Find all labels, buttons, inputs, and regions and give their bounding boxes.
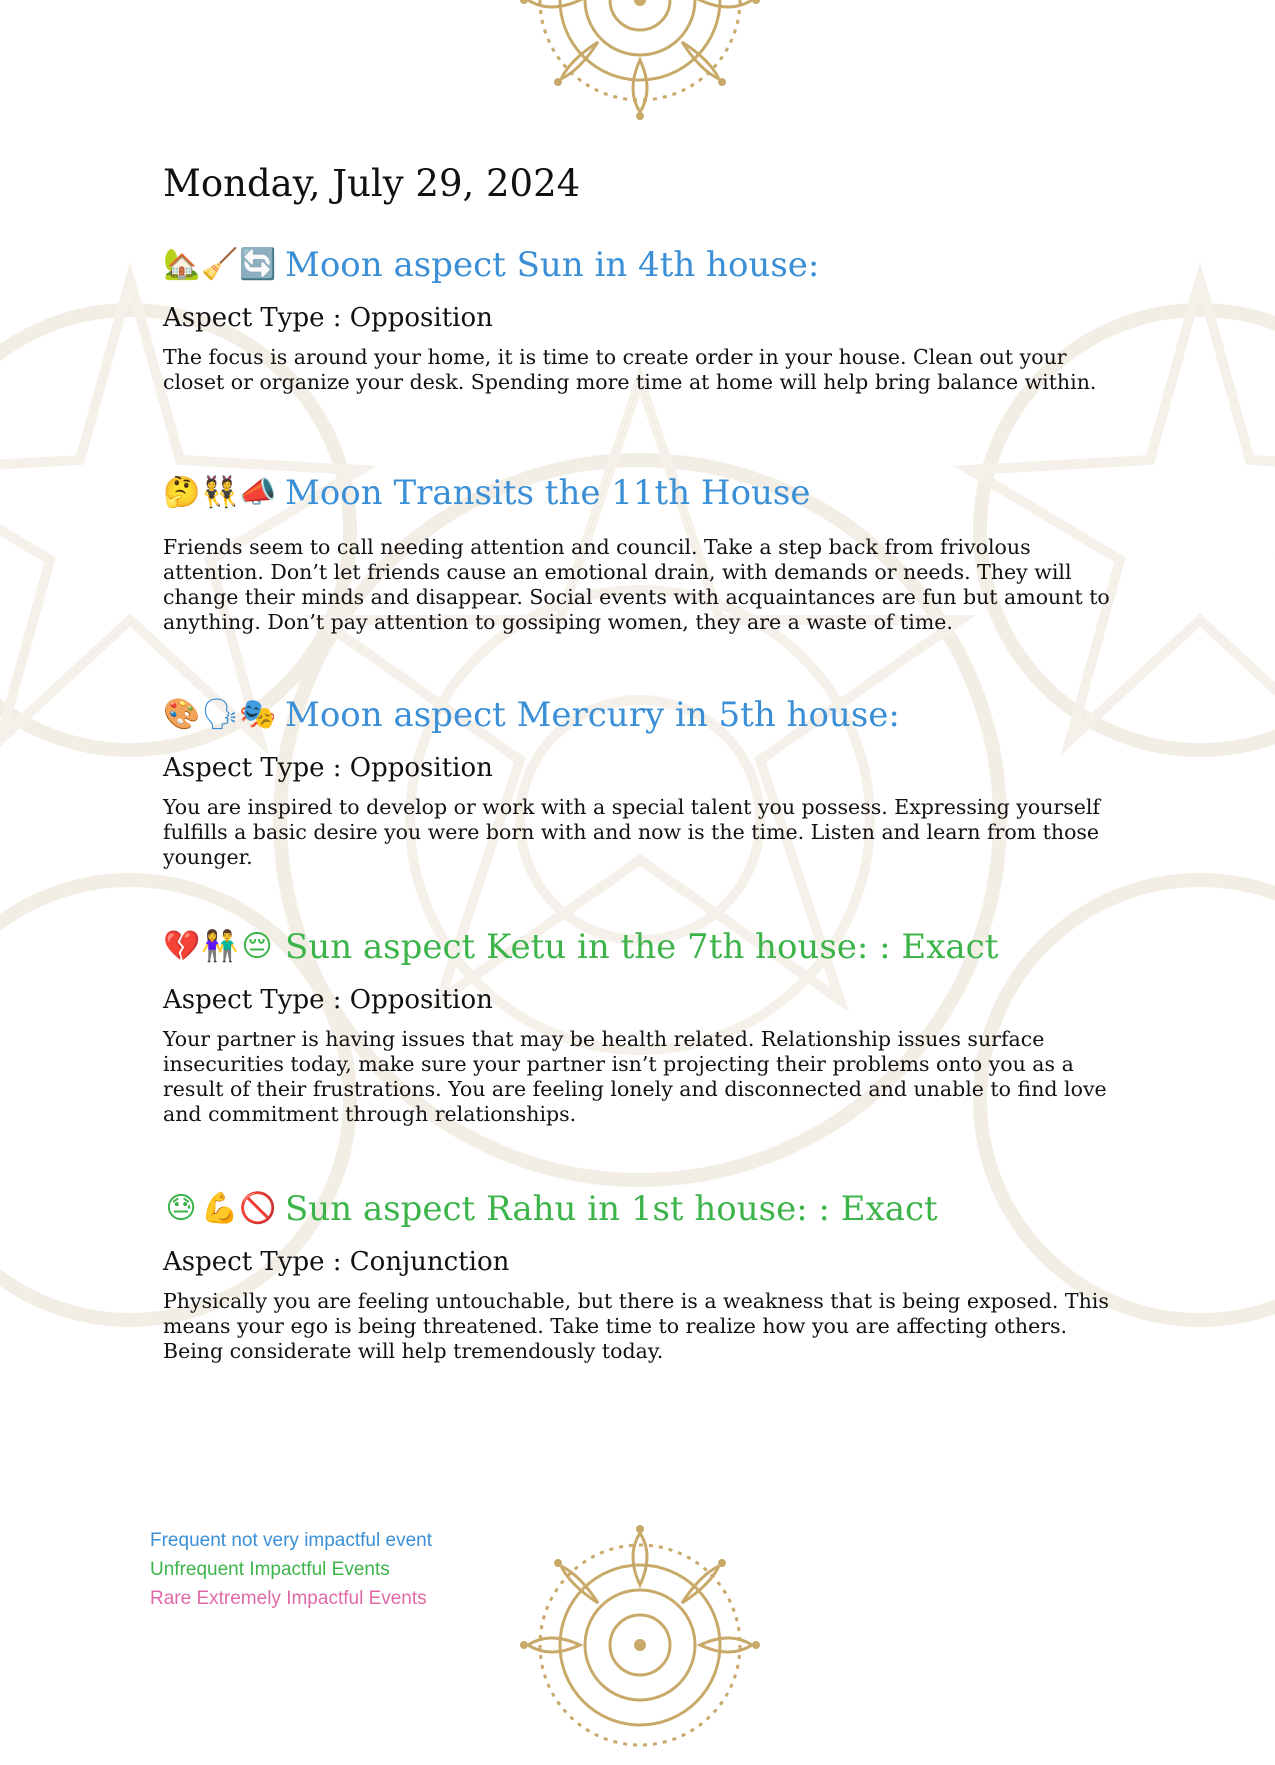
performing-arts-icon: 🎭 [239, 697, 277, 732]
event-title-text: Sun aspect Ketu in the 7th house: : Exact [285, 927, 999, 967]
event-title-text: Moon aspect Sun in 4th house: [285, 245, 820, 285]
arrows-cycle-icon: 🔄 [239, 247, 277, 282]
event-title-text: Moon aspect Mercury in 5th house: [285, 695, 900, 735]
broken-heart-icon: 💔 [163, 929, 201, 964]
aspect-type: Aspect Type : Opposition [163, 303, 493, 333]
event-emojis [163, 929, 275, 965]
legend-infrequent: Unfrequent Impactful Events [150, 1559, 390, 1580]
event-description: Friends seem to call needing attention and council. Take a step back from frivolous attention. Don’t let friends cause an emotional drain, with demands or needs. They will change their minds and disappear. Social events with acquaintances are fun but amount to anything. Don’t pay attention to gossiping women, they are a waste of time. [163, 535, 1110, 634]
event-title-text: Moon Transits the 11th House [285, 473, 811, 513]
downcast-sweat-face-icon: 😓 [165, 1191, 197, 1226]
aspect-type: Aspect Type : Opposition [163, 753, 493, 783]
event-title [163, 473, 1123, 513]
couple-icon: 👫 [201, 929, 239, 964]
flexed-biceps-icon: 💪 [201, 1191, 239, 1226]
prohibited-icon: 🚫 [239, 1191, 277, 1226]
event-title [163, 927, 1123, 967]
event-description: Physically you are feeling untouchable, but there is a weakness that is being exposed. This means your ego is being threatened. Take time to realize how you are affecting others. Being considerate will help tremendously today. [163, 1289, 1109, 1363]
top-mandala-ornament [520, 0, 760, 120]
pensive-face-icon: 😔 [241, 929, 273, 964]
aspect-type: Aspect Type : Conjunction [163, 1247, 510, 1277]
event-description: You are inspired to develop or work with a special talent you possess. Expressing yourself fulfills a basic desire you were born with and now is the time. Listen and learn from those younger. [163, 795, 1101, 869]
artist-palette-icon: 🎨 [163, 697, 201, 732]
event-title [163, 695, 1123, 735]
legend-frequent: Frequent not very impactful event [150, 1530, 432, 1551]
event-title [163, 245, 1123, 285]
event-moon-sun [163, 245, 1123, 473]
event-emojis [163, 1191, 275, 1227]
broom-icon: 🧹 [201, 247, 239, 282]
event-title-text: Sun aspect Rahu in 1st house: : Exact [285, 1189, 938, 1229]
horoscope-content [163, 162, 1123, 1364]
event-emojis [163, 697, 275, 733]
house-with-garden-icon: 🏡 [163, 247, 201, 282]
aspect-type: Aspect Type : Opposition [163, 985, 493, 1015]
event-moon-11th-house [163, 473, 1123, 695]
speaking-head-icon: 🗣 [201, 697, 240, 732]
event-sun-ketu [163, 927, 1123, 1189]
megaphone-icon: 📣 [239, 475, 277, 510]
thinking-face-icon: 🤔 [163, 475, 201, 510]
legend-rare: Rare Extremely Impactful Events [150, 1588, 427, 1609]
people-talking-icon: 👯 [201, 475, 239, 510]
event-sun-rahu [163, 1189, 1123, 1364]
page-date: Monday, July 29, 2024 [163, 162, 581, 205]
event-moon-mercury [163, 695, 1123, 927]
bottom-mandala-ornament [520, 1525, 760, 1765]
event-description: The focus is around your home, it is time to create order in your house. Clean out your closet or organize your desk. Spending more time at home will help bring balance within. [163, 345, 1097, 394]
event-title [163, 1189, 1123, 1229]
event-description: Your partner is having issues that may be health related. Relationship issues surface insecurities today, make sure your partner isn’t projecting their problems onto you as a result of their frustrations. You are feeling lonely and disconnected and unable to find love and commitment through relationships. [163, 1027, 1107, 1126]
event-emojis [163, 475, 275, 511]
event-emojis [163, 247, 275, 283]
impact-legend [150, 1526, 432, 1613]
